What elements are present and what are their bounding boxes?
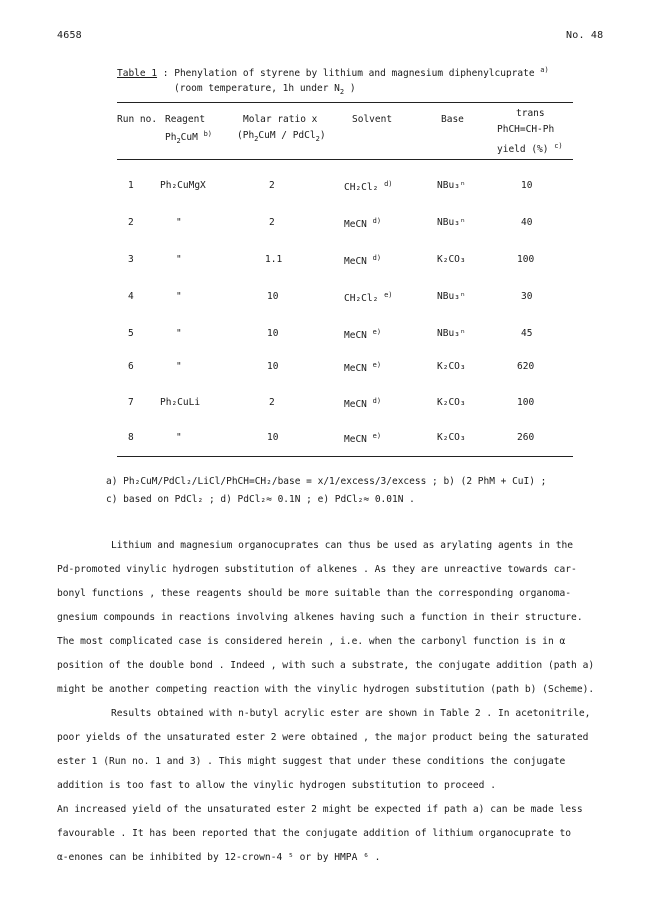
table-row-solvent-text: MeCN	[344, 330, 367, 342]
table-row-ratio: 10	[267, 328, 279, 339]
table-subtitle-end: )	[344, 83, 356, 94]
table-row-solvent-note: e)	[372, 328, 382, 336]
table-row-solvent	[344, 397, 381, 410]
table-row-solvent-note: d)	[372, 397, 382, 405]
table-row-solvent	[344, 180, 393, 193]
table-row-ratio: 2	[269, 397, 275, 408]
col-molar: Molar ratio x	[243, 114, 318, 125]
body-line: bonyl functions , these reagents should be more suitable than the corresponding organoma-	[57, 588, 572, 599]
col-yield-line2: PhCH=CH-Ph	[497, 124, 555, 135]
table-row-run: 8	[128, 432, 134, 443]
col-reagent: Reagent	[165, 114, 206, 125]
table-row-solvent	[344, 217, 381, 230]
table-row-base: K₂CO₃	[437, 254, 466, 265]
table-row-yield: 40	[521, 217, 533, 228]
table-row-reagent: Ph₂CuMgX	[160, 180, 206, 191]
table-row-ratio: 10	[267, 291, 279, 302]
body-line: Results obtained with n-butyl acrylic ester are shown in Table 2 . In acetonitrile,	[111, 708, 591, 719]
table-row-yield: 30	[521, 291, 533, 302]
table-title-note: a)	[540, 66, 549, 74]
table-row-ratio: 2	[269, 180, 275, 191]
table-row-solvent-text: MeCN	[344, 399, 367, 411]
col-yield-line1: trans	[516, 108, 545, 119]
table-row-base: NBu₃ⁿ	[437, 217, 466, 228]
body-line: might be another competing reaction with the vinylic hydrogen substitution (path b) (Scheme).	[57, 684, 595, 695]
table-row-solvent-note: d)	[372, 254, 382, 262]
body-line: Pd-promoted vinylic hydrogen substitution of alkenes . As they are unreactive towards car-	[57, 564, 577, 575]
table-row-base: NBu₃ⁿ	[437, 180, 466, 191]
col-solvent: Solvent	[352, 114, 393, 125]
body-line: gnesium compounds in reactions involving alkenes having such a function in their structure.	[57, 612, 583, 623]
table-footnote: c) based on PdCl₂ ; d) PdCl₂≈ 0.1N ; e) PdCl₂≈ 0.01N .	[106, 494, 415, 505]
table-row-solvent	[344, 291, 393, 304]
body-line: The most complicated case is considered herein , i.e. when the carbonyl function is in α	[57, 636, 566, 647]
table-row-solvent-text: MeCN	[344, 219, 367, 231]
issue-number: No. 48	[566, 30, 604, 41]
table-row-solvent	[344, 432, 381, 445]
table-row-reagent: "	[176, 217, 182, 228]
table-row-run: 3	[128, 254, 134, 265]
table-row-solvent-note: d)	[372, 217, 382, 225]
table-row-solvent-note: e)	[372, 361, 382, 369]
table-row-base: NBu₃ⁿ	[437, 328, 466, 339]
table-row-base: NBu₃ⁿ	[437, 291, 466, 302]
table-row-base: K₂CO₃	[437, 432, 466, 443]
body-line: addition is too fast to allow the vinylic hydrogen substitution to proceed .	[57, 780, 496, 791]
table-footnote: a) Ph₂CuM/PdCl₂/LiCl/PhCH=CH₂/base = x/1/excess/3/excess ; b) (2 PhM + CuI) ;	[106, 476, 547, 487]
table-row-run: 5	[128, 328, 134, 339]
table-row-reagent: "	[176, 328, 182, 339]
table-row-ratio: 10	[267, 361, 279, 372]
table-row-solvent-text: MeCN	[344, 434, 367, 446]
col-base: Base	[441, 114, 464, 125]
table-bottom-rule	[117, 456, 573, 457]
col-molar-formula-sub2: 2	[315, 134, 320, 143]
table-row-solvent-text: CH₂Cl₂	[344, 293, 379, 305]
table-row-solvent-note: e)	[384, 291, 393, 299]
table-row-solvent-text: MeCN	[344, 363, 367, 375]
table-row-run: 2	[128, 217, 134, 228]
col-molar-formula	[237, 130, 326, 143]
table-header-rule	[117, 159, 573, 160]
table-row-reagent: "	[176, 361, 182, 372]
col-molar-formula-a: (Ph	[237, 130, 255, 141]
table-row-base: K₂CO₃	[437, 397, 466, 408]
table-row-solvent	[344, 254, 381, 267]
table-row-solvent	[344, 361, 381, 374]
body-line: α-enones can be inhibited by 12-crown-4 ⁵ or by HMPA ⁶ .	[57, 852, 381, 863]
body-line: poor yields of the unsaturated ester 2 were obtained , the major product being the saturated	[57, 732, 589, 743]
body-line: Lithium and magnesium organocuprates can thus be used as arylating agents in the	[111, 540, 574, 551]
table-row-yield: 100	[517, 254, 535, 265]
col-molar-formula-c: )	[319, 130, 326, 141]
body-line: ester 1 (Run no. 1 and 3) . This might suggest that under these conditions the conjugate	[57, 756, 566, 767]
col-reagent-formula-sub: 2	[176, 137, 181, 146]
col-run: Run no.	[117, 114, 158, 125]
table-subtitle-text: (room temperature, 1h under N	[174, 83, 340, 94]
table-row-reagent: "	[176, 291, 182, 302]
table-top-rule	[117, 102, 573, 103]
table-row-run: 1	[128, 180, 134, 191]
table-caption: Table 1 : Phenylation of styrene by lithium and magnesium diphenylcuprate $^{a)}$	[117, 66, 549, 80]
table-row-yield: 45	[521, 328, 533, 339]
col-yield-text: yield (%)	[497, 144, 549, 156]
col-yield-line3	[497, 142, 563, 155]
page-number: 4658	[57, 30, 82, 41]
table-label: Table 1	[117, 68, 158, 80]
table-row-yield: 10	[521, 180, 533, 191]
table-row-ratio: 2	[269, 217, 275, 228]
table-row-ratio: 1.1	[265, 254, 283, 265]
table-row-ratio: 10	[267, 432, 279, 443]
table-row-reagent: "	[176, 254, 182, 265]
table-row-solvent-text: CH₂Cl₂	[344, 182, 379, 194]
table-row-solvent-note: e)	[372, 432, 382, 440]
col-molar-formula-sub: 2	[254, 134, 259, 143]
table-subtitle-sub: 2	[339, 87, 345, 96]
col-reagent-formula	[165, 130, 212, 145]
table-title: Phenylation of styrene by lithium and magnesium diphenylcuprate	[174, 68, 535, 80]
table-row-base: K₂CO₃	[437, 361, 466, 372]
table-row-yield: 260	[517, 432, 535, 443]
col-reagent-note: b)	[203, 130, 213, 138]
body-line: favourable . It has been reported that the conjugate addition of lithium organocuprate to	[57, 828, 572, 839]
col-yield-note: c)	[554, 142, 563, 150]
table-subtitle	[174, 83, 356, 96]
col-reagent-formula-b: CuM	[180, 132, 198, 144]
table-row-solvent-note: d)	[384, 180, 393, 188]
table-row-solvent-text: MeCN	[344, 256, 367, 268]
body-line: position of the double bond . Indeed , with such a substrate, the conjugate addition (path a)	[57, 660, 595, 671]
table-row-reagent: Ph₂CuLi	[160, 397, 201, 408]
table-row-solvent	[344, 328, 381, 341]
table-row-run: 4	[128, 291, 134, 302]
col-reagent-formula-a: Ph	[165, 132, 177, 144]
table-row-reagent: "	[176, 432, 182, 443]
table-row-run: 7	[128, 397, 134, 408]
table-row-run: 6	[128, 361, 134, 372]
table-row-yield: 620	[517, 361, 535, 372]
col-molar-formula-b: CuM / PdCl	[258, 130, 316, 141]
table-row-yield: 100	[517, 397, 535, 408]
body-line: An increased yield of the unsaturated ester 2 might be expected if path a) can be made less	[57, 804, 583, 815]
